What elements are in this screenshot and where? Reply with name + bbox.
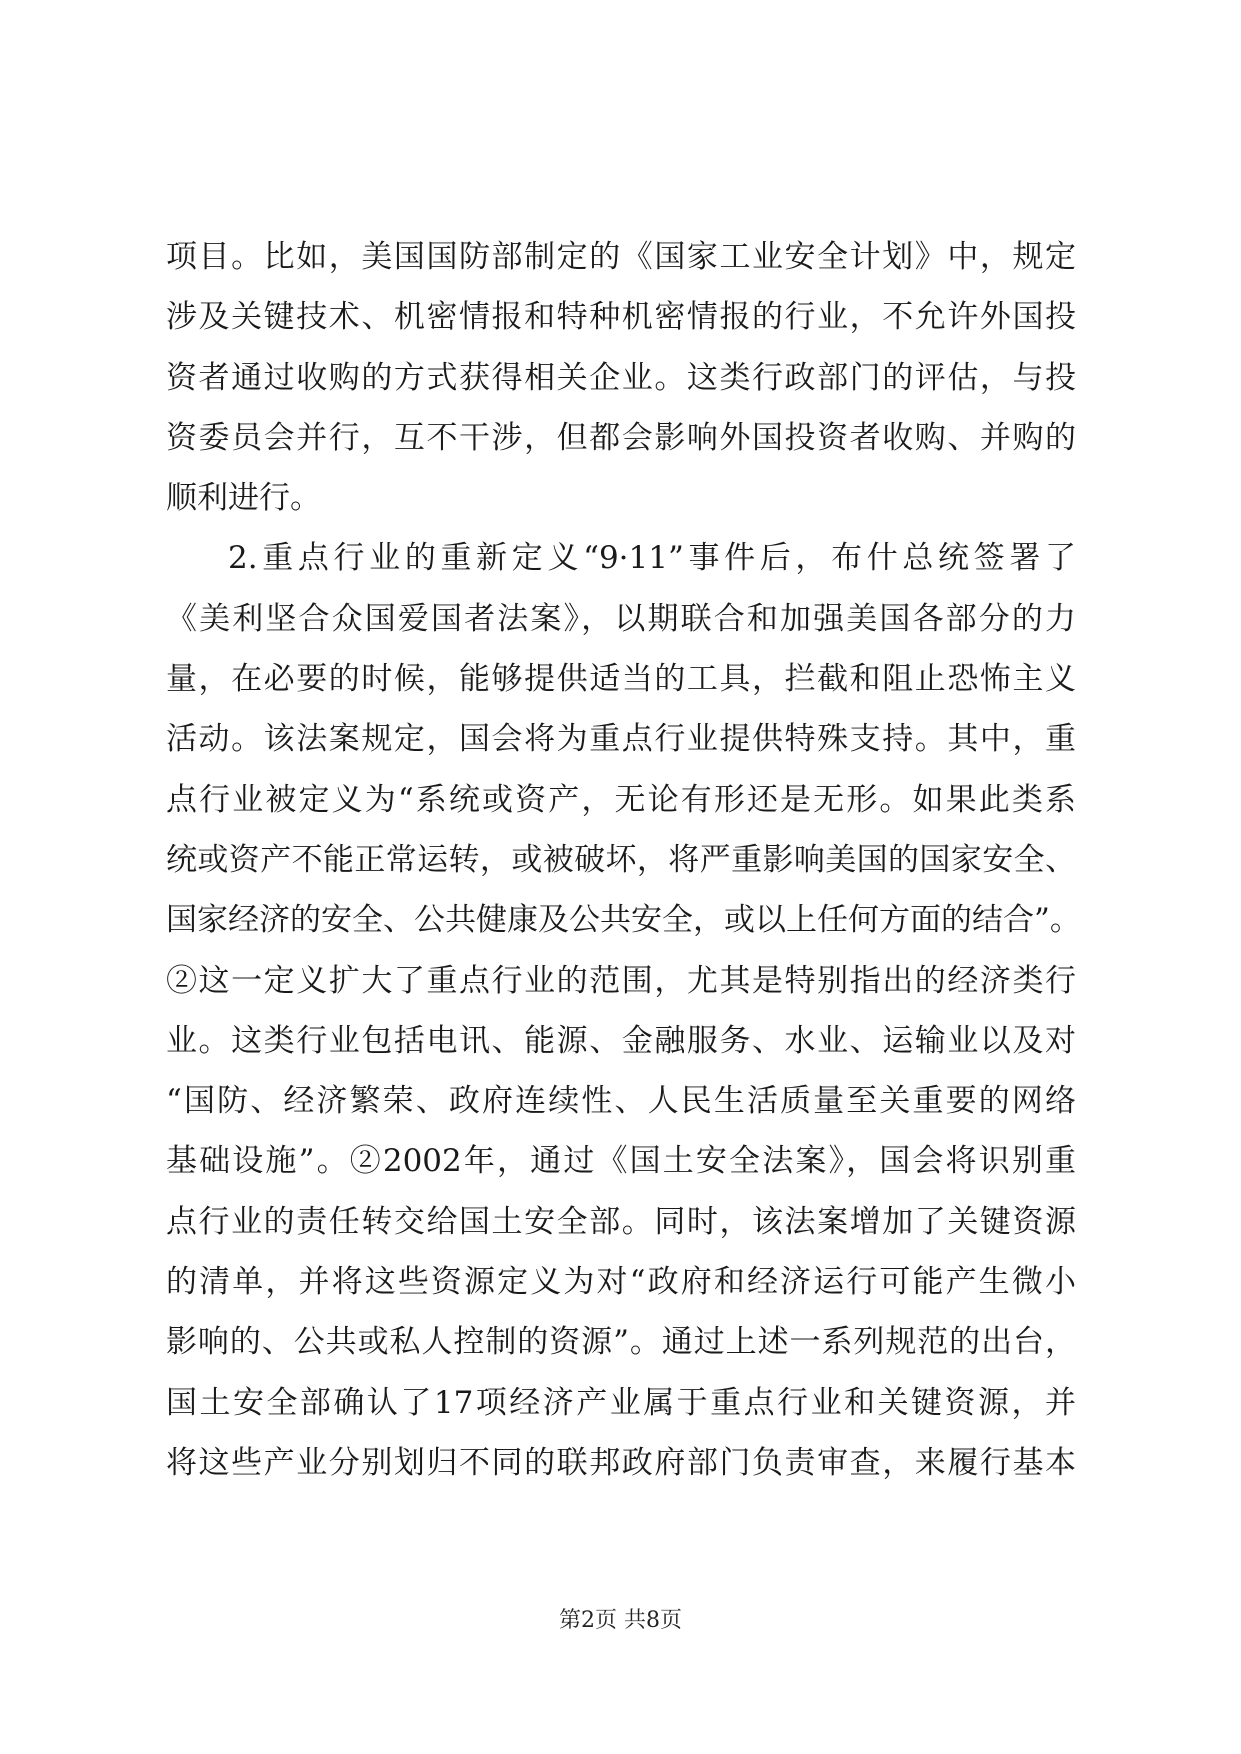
body-text (166, 227, 1081, 1493)
text-line: 量，在必要的时候，能够提供适当的工具，拦截和阻止恐怖主义 (166, 661, 1076, 698)
text-line: 涉及关键技术、机密情报和特种机密情报的行业，不允许外国投 (166, 299, 1076, 336)
text-line: 基础设施”。②2002年，通过《国土安全法案》，国会将识别重 (166, 1143, 1076, 1180)
text-line: 将这些产业分别划归不同的联邦政府部门负责审查，来履行基本 (166, 1444, 1076, 1481)
text-line: 顺利进行。 (166, 480, 321, 517)
text-line: “国防、经济繁荣、政府连续性、人民生活质量至关重要的网络 (166, 1083, 1076, 1120)
text-line: 业。这类行业包括电讯、能源、金融服务、水业、运输业以及对 (166, 1022, 1076, 1059)
page-number-footer: 第2页 共8页 (559, 1608, 682, 1633)
text-line: 资委员会并行，互不干涉，但都会影响外国投资者收购、并购的 (166, 419, 1076, 456)
text-line: 国土安全部确认了17项经济产业属于重点行业和关键资源，并 (166, 1384, 1076, 1421)
text-line-paragraph-start: 2.重点行业的重新定义“9·11”事件后，布什总统签署了 (228, 540, 1076, 577)
text-line: ②这一定义扩大了重点行业的范围，尤其是特别指出的经济类行 (166, 962, 1076, 999)
text-line: 国家经济的安全、公共健康及公共安全，或以上任何方面的结合”。 (166, 902, 1081, 939)
text-line: 的清单，并将这些资源定义为对“政府和经济运行可能产生微小 (166, 1264, 1076, 1301)
text-line: 点行业被定义为“系统或资产，无论有形还是无形。如果此类系 (166, 781, 1076, 818)
text-line: 点行业的责任转交给国土安全部。同时，该法案增加了关键资源 (166, 1203, 1076, 1240)
text-line: 统或资产不能正常运转，或被破坏，将严重影响美国的国家安全、 (166, 841, 1076, 878)
text-line: 资者通过收购的方式获得相关企业。这类行政部门的评估，与投 (166, 359, 1076, 396)
text-line: 项目。比如，美国国防部制定的《国家工业安全计划》中，规定 (166, 239, 1076, 275)
text-line: 活动。该法案规定，国会将为重点行业提供特殊支持。其中，重 (166, 721, 1076, 758)
text-line: 《美利坚合众国爱国者法案》，以期联合和加强美国各部分的力 (166, 600, 1076, 637)
text-line: 影响的、公共或私人控制的资源”。通过上述一系列规范的出台， (166, 1324, 1076, 1361)
